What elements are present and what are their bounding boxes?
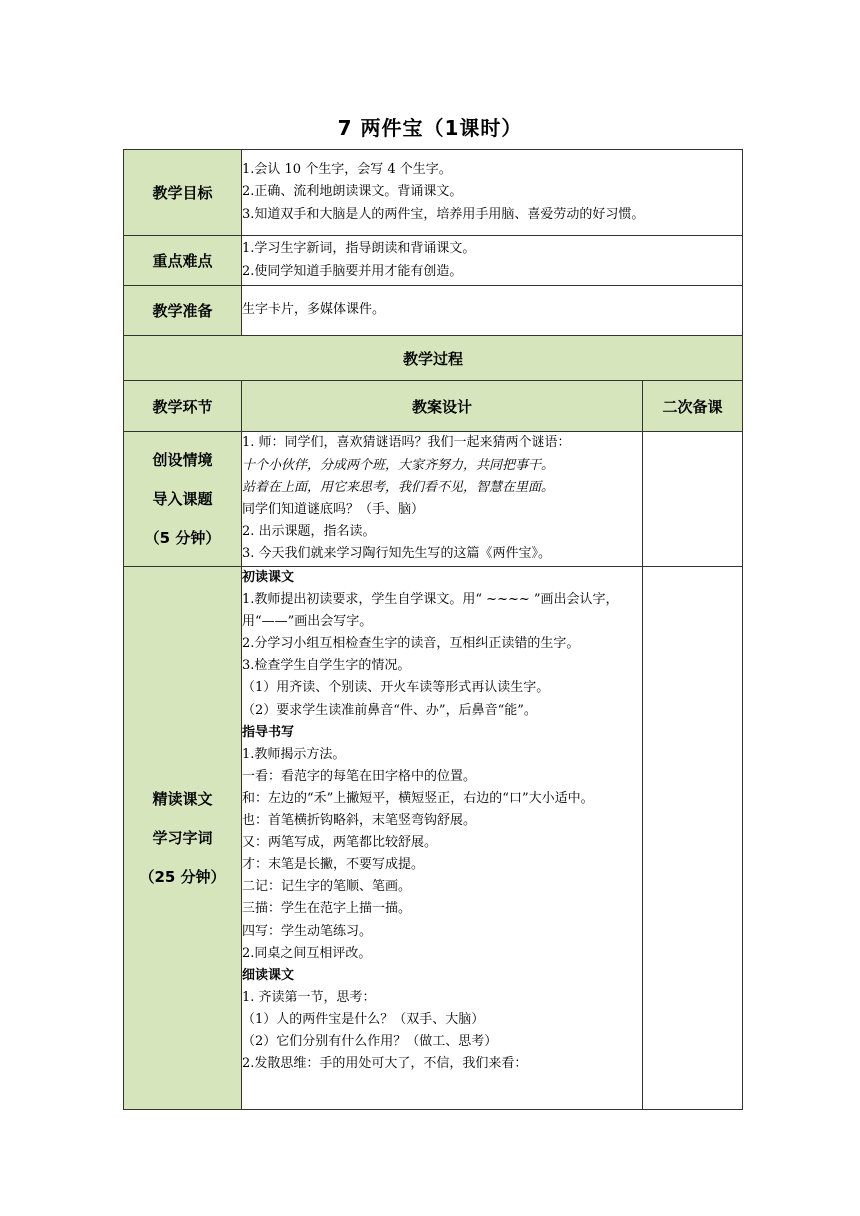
section1-revision [643, 432, 743, 567]
content-line: （1）人的两件宝是什么？（双手、大脑） [242, 1011, 485, 1027]
subheading-detailed-reading: 细读课文 [242, 967, 295, 983]
prep-label: 教学准备 [124, 286, 242, 336]
content-line: 1.教师揭示方法。 [242, 746, 346, 762]
content-line: （2）要求学生读准前鼻音“件、办”，后鼻音“能”。 [242, 702, 537, 718]
content-line: 也：首笔横折钩略斜，末笔竖弯钩舒展。 [242, 813, 477, 829]
goals-label: 教学目标 [124, 150, 242, 236]
goal-line: 2.正确、流利地朗读课文。背诵课文。 [242, 184, 463, 200]
stage-line: 学习字词 [152, 829, 213, 847]
column-header-design: 教案设计 [242, 381, 643, 432]
column-header-row [124, 381, 743, 432]
stage-line: 创设情境 [152, 451, 213, 469]
section2-content [242, 567, 643, 1110]
section2-stage [124, 567, 242, 1110]
content-line: 1. 师：同学们，喜欢猜谜语吗？我们一起来猜两个谜语： [242, 435, 571, 451]
subheading-initial-reading: 初读课文 [242, 570, 295, 585]
stage-line: （25 分钟） [139, 868, 226, 886]
prep-row [124, 286, 743, 336]
content-line: 2.发散思维：手的用处可大了，不信，我们来看： [242, 1056, 528, 1072]
key-point-line: 1.学习生字新词，指导朗读和背诵课文。 [242, 241, 476, 257]
section1-stage [124, 432, 242, 567]
key-points-label: 重点难点 [124, 236, 242, 286]
column-header-stage: 教学环节 [124, 381, 242, 432]
goal-line: 3.知道双手和大脑是人的两件宝，培养用手用脑、喜爱劳动的好习惯。 [242, 206, 645, 222]
content-line: 站着在上面，用它来思考，我们看不见，智慧在里面。 [242, 479, 555, 495]
content-line: 三描：学生在范字上描一描。 [242, 901, 412, 917]
content-line: 3.检查学生自学生字的情况。 [242, 658, 411, 674]
content-line: 二记：记生字的笔顺、笔画。 [242, 879, 412, 895]
process-header-row [124, 336, 743, 381]
content-line: 才：末笔是长撇，不要写成提。 [242, 857, 425, 873]
page-title: 7 两件宝（1课时） [337, 116, 523, 140]
goal-line: 1.会认 10 个生字，会写 4 个生字。 [242, 162, 452, 178]
content-line: 2.同桌之间互相评改。 [242, 945, 372, 961]
key-points-content [242, 236, 743, 286]
content-line: 同学们知道谜底吗？（手、脑） [242, 502, 425, 517]
process-header: 教学过程 [124, 336, 743, 381]
content-line: （1）用齐读、个别读、开火车读等形式再认读生字。 [242, 680, 550, 696]
content-line: （2）它们分别有什么作用？（做工、思考） [242, 1033, 498, 1049]
column-header-revision: 二次备课 [643, 381, 743, 432]
content-line: 四写：学生动笔练习。 [242, 923, 373, 939]
section1-content [242, 432, 643, 567]
content-line: 3. 今天我们就来学习陶行知先生写的这篇《两件宝》。 [242, 546, 552, 562]
content-line: 一看：看范字的每笔在田字格中的位置。 [242, 768, 477, 784]
content-line: 2. 出示课题，指名读。 [242, 524, 376, 540]
content-line: 又：两笔写成，两笔都比较舒展。 [242, 835, 438, 851]
prep-content [242, 286, 743, 336]
subheading-writing-guidance: 指导书写 [242, 724, 295, 740]
content-line: 和：左边的“禾”上撇短平，横短竖正，右边的“口”大小适中。 [242, 790, 594, 806]
goals-row [124, 150, 743, 236]
prep-text: 生字卡片，多媒体课件。 [242, 302, 386, 318]
content-line: 2.分学习小组互相检查生字的读音，互相纠正读错的生字。 [242, 636, 580, 652]
key-point-line: 2.使同学知道手脑要并用才能有创造。 [242, 263, 463, 279]
stage-line: 精读课文 [152, 790, 213, 808]
section1-row [124, 432, 743, 567]
content-line: 1.教师提出初读要求，学生自学课文。用“ ~~~~ ”画出会认字，用“——”画出会写字。 [242, 592, 619, 630]
content-line: 十个小伙伴，分成两个班，大家齐努力，共同把事干。 [242, 457, 555, 473]
section2-revision [643, 567, 743, 1110]
stage-line: （5 分钟） [144, 529, 221, 547]
section2-row [124, 567, 743, 1110]
key-points-row [124, 236, 743, 286]
stage-line: 导入课题 [152, 490, 213, 508]
lesson-plan-table [123, 149, 743, 1110]
goals-content [242, 150, 743, 236]
content-line: 1. 齐读第一节，思考： [242, 989, 376, 1005]
